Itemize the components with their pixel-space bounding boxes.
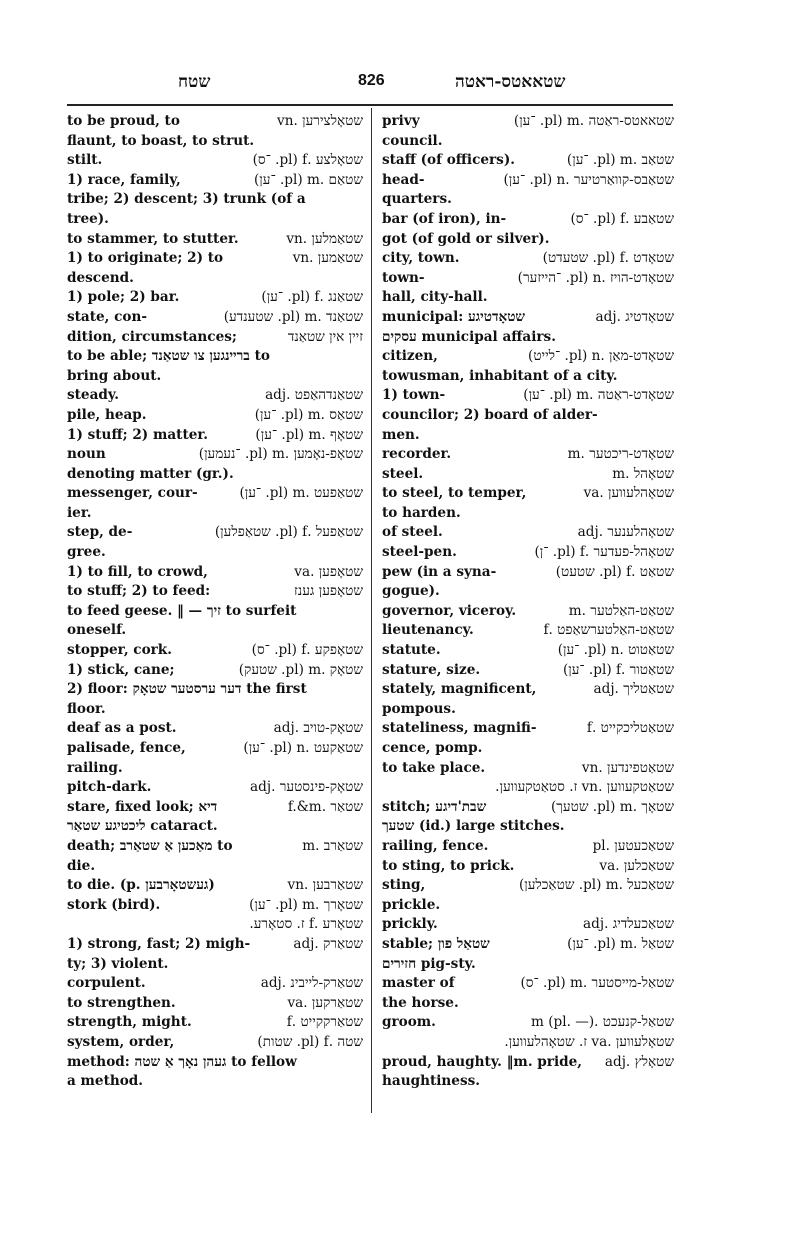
yiddish-headword: שטאַקעט .n (pl. ־ען) [243, 740, 363, 756]
english-text: 1) stuff; 2) matter. [67, 426, 209, 443]
entry-line [382, 719, 674, 739]
english-text: עסקים municipal affairs. [382, 328, 556, 345]
yiddish-headword: שטאַל-מייסטער .m (pl. ־ס) [520, 975, 674, 992]
english-text: steady. [67, 387, 119, 404]
entry-line [382, 230, 674, 250]
entry-line [382, 896, 674, 916]
english-text: prickly. [382, 916, 438, 933]
english-text: stilt. [67, 152, 103, 169]
entry-line [67, 484, 363, 504]
english-text: sting, [382, 877, 426, 894]
yiddish-headword: שטאָלץ .adj [604, 1053, 674, 1070]
entry-line [382, 974, 674, 994]
english-text: lieutenancy. [382, 622, 474, 639]
entry-line [382, 739, 674, 759]
running-head-left: שטח [178, 72, 211, 92]
entry-line [382, 484, 674, 504]
english-text: the horse. [382, 994, 459, 1011]
yiddish-headword: שטאָהלעווען .va [583, 485, 674, 502]
yiddish-headword: שטאָלצירען .vn [277, 113, 363, 129]
entry-line [382, 288, 674, 308]
english-text: deaf as a post. [67, 720, 177, 737]
entry-line [67, 426, 363, 446]
yiddish-headword: שטאַס .m (pl. ־ען) [254, 406, 363, 423]
entry-line [382, 837, 674, 857]
yiddish-headword: שטאַל-קנעכט .m (pl. —) [531, 1014, 674, 1031]
entry-line [382, 1033, 674, 1053]
english-text: city, town. [382, 250, 460, 267]
entry-line [382, 308, 674, 328]
english-text: municipal: שטאָדטיגע [382, 308, 526, 325]
entry-line [67, 896, 363, 916]
entry-line [67, 1053, 363, 1073]
entry-line [67, 288, 363, 308]
english-text: ier. [67, 504, 92, 521]
yiddish-headword: שטאַכעלדיג .adj [583, 916, 674, 933]
yiddish-headword: שטאַנג .f (pl. ־ען) [261, 289, 363, 306]
entry-line [382, 641, 674, 661]
entry-line [67, 269, 363, 289]
yiddish-headword: שטאַטור .f (pl. ־ען) [562, 661, 674, 678]
entry-line [382, 249, 674, 269]
entry-line [67, 386, 363, 406]
english-text: to harden. [382, 504, 461, 521]
english-text: stature, size. [382, 661, 481, 678]
entry-line [67, 347, 363, 367]
entry-line [67, 915, 363, 935]
yiddish-headword: שטאַט-האַלטער .m [568, 602, 674, 619]
english-text: to stammer, to stutter. [67, 230, 239, 247]
yiddish-headword: שטאָק .m (pl. שטעק) [238, 661, 363, 678]
english-text: town- [382, 269, 425, 286]
entry-line [67, 621, 363, 641]
yiddish-headword: שטאַר .f.&m [287, 798, 363, 815]
yiddish-headword: שטאַמלען .vn [286, 230, 363, 247]
column-divider [371, 108, 372, 1113]
yiddish-headword: שטאָפקע .f (pl. ־ס) [251, 642, 363, 659]
entry-line [67, 151, 363, 171]
english-text: tree). [67, 210, 109, 227]
english-text: privy [382, 113, 420, 129]
yiddish-headword: שטאַנד .m (pl. שטענדע) [223, 308, 363, 325]
entry-line [382, 759, 674, 779]
english-text: 1) to originate; 2) to [67, 250, 224, 267]
english-text: railing. [67, 759, 123, 776]
yiddish-headword: שטאַנדהאַפט .adj [265, 387, 363, 404]
yiddish-headword: שטאַרבען .vn [287, 877, 363, 894]
entry-line [67, 798, 363, 818]
english-text: to be proud, to [67, 113, 180, 129]
entry-line [67, 563, 363, 583]
entry-line [67, 190, 363, 210]
english-text: pile, heap. [67, 406, 147, 423]
entry-line [382, 112, 674, 132]
english-text: stateliness, magnifi- [382, 720, 537, 737]
english-text: 1) to fill, to crowd, [67, 563, 208, 580]
english-text: statute. [382, 642, 441, 659]
yiddish-headword: שטאַרק .adj [293, 935, 363, 952]
english-text: bring about. [67, 367, 162, 384]
entry-line [382, 994, 674, 1014]
running-head-right: שטאאטס-ראטה [455, 72, 566, 92]
entry-line [382, 700, 674, 720]
entry-line [67, 367, 363, 387]
entry-line [67, 994, 363, 1014]
english-text: death; מאַכען אַ שטאַרב to [67, 837, 233, 854]
entry-line [67, 308, 363, 328]
english-text: messenger, cour- [67, 485, 198, 502]
yiddish-headword: שטאָלצע .f (pl. ־ס) [252, 152, 363, 169]
english-text: citizen, [382, 348, 438, 365]
yiddish-headword: שטאָרך .m (pl. ־ען) [249, 896, 363, 913]
entry-line [382, 1072, 674, 1092]
yiddish-headword: שטאַטקעווען .vn ז. סטאַטקעווען. [495, 779, 674, 796]
english-text: ty; 3) violent. [67, 955, 169, 972]
entry-line [382, 367, 674, 387]
english-text: tribe; 2) descent; 3) trunk (of a [67, 191, 306, 208]
english-text: governor, viceroy. [382, 602, 517, 619]
entry-line [382, 817, 674, 837]
english-text: state, con- [67, 308, 148, 325]
english-text: pitch-dark. [67, 779, 152, 796]
yiddish-headword: שטאַטליך .adj [593, 681, 674, 698]
english-text: stork (bird). [67, 896, 161, 913]
yiddish-headword: שטאָק-טויב .adj [273, 720, 363, 737]
entry-line [67, 543, 363, 563]
yiddish-headword: שטאַרק-לייבינ .adj [260, 975, 363, 992]
english-text: head- [382, 171, 425, 188]
entry-line [67, 739, 363, 759]
english-text: step, de- [67, 524, 133, 541]
english-text: of steel. [382, 524, 443, 541]
entry-line [67, 132, 363, 152]
header-rule [67, 104, 673, 106]
entry-line [382, 504, 674, 524]
entry-line [67, 876, 363, 896]
english-text: to take place. [382, 759, 486, 776]
yiddish-headword: שטאַט-האַלטערשאַפט .f [543, 622, 674, 639]
yiddish-headword: שטאָדט .f (pl. שטעדט) [542, 250, 674, 267]
entry-line [382, 1053, 674, 1073]
yiddish-headword: שטאָדטיג .adj [595, 308, 674, 325]
entry-line [67, 1013, 363, 1033]
yiddish-headword: שטאָפען גענז [294, 583, 363, 600]
yiddish-headword: שטאָהל .m [612, 465, 674, 482]
yiddish-headword: שטאַרקען .va [287, 994, 363, 1011]
english-text: staff (of officers). [382, 152, 516, 169]
english-text: descend. [67, 269, 134, 286]
entry-line [67, 328, 363, 348]
entry-line [382, 406, 674, 426]
entry-line [382, 445, 674, 465]
english-text: gogue). [382, 583, 440, 600]
entry-line [67, 661, 363, 681]
entry-line [67, 759, 363, 779]
english-text: proud, haughty. ‖m. pride, [382, 1053, 582, 1070]
english-text: to be able; בריינגען צו שטאַנד to [67, 348, 270, 365]
english-text: 1) strong, fast; 2) migh- [67, 935, 251, 952]
entry-line [382, 778, 674, 798]
yiddish-headword: שטאָדט-ריכטער .m [567, 446, 674, 463]
right-column [382, 112, 674, 1092]
entry-line [67, 641, 363, 661]
english-text: שטעך (id.) large stitches. [382, 818, 565, 835]
yiddish-headword: שטאַמען .vn [292, 250, 363, 267]
english-text: council. [382, 132, 443, 149]
entry-line [382, 857, 674, 877]
english-text: חזירים pig-sty. [382, 955, 476, 972]
yiddish-headword: שטאָק-פינסטער .adj [250, 779, 363, 796]
entry-line [382, 915, 674, 935]
yiddish-headword: שטאָפ-נאָמען .m (pl. ־נעמען) [198, 446, 363, 463]
yiddish-headword: שטאַטליכקייט .f [586, 720, 674, 737]
entry-line [67, 582, 363, 602]
english-text: a method. [67, 1073, 144, 1090]
english-text: to die. (p. געשטאָרבען) [67, 877, 215, 894]
entry-line [382, 347, 674, 367]
entry-line [382, 426, 674, 446]
entry-line [67, 680, 363, 700]
entry-line [382, 151, 674, 171]
entry-line [382, 543, 674, 563]
english-text: cence, pomp. [382, 740, 483, 756]
english-text: stately, magnificent, [382, 681, 537, 698]
entry-line [67, 1072, 363, 1092]
english-text: pew (in a syna- [382, 563, 497, 580]
english-text: to steel, to temper, [382, 485, 527, 502]
yiddish-headword: שטה .f (pl. שטות) [257, 1033, 363, 1050]
english-text: stopper, cork. [67, 642, 172, 659]
yiddish-headword: שטאָרע .f ז. סטאָרע. [249, 916, 363, 933]
english-text: councilor; 2) board of alder- [382, 406, 598, 423]
yiddish-headword: שטאָדט-מאַן .n (pl. ־לייט) [528, 348, 674, 365]
yiddish-headword: שטאַטוט .n (pl. ־ען) [557, 642, 674, 659]
english-text: denoting matter (gr.). [67, 465, 234, 482]
entry-line [382, 190, 674, 210]
english-text: recorder. [382, 446, 452, 463]
english-text: flaunt, to boast, to strut. [67, 132, 255, 149]
entry-line [382, 386, 674, 406]
english-text: stable; שטאַל פון [382, 935, 490, 952]
entry-line [67, 602, 363, 622]
english-text: steel-pen. [382, 544, 457, 561]
entry-line [67, 700, 363, 720]
english-text: dition, circumstances; [67, 328, 237, 345]
yiddish-headword: שטאַם .m (pl. ־ען) [253, 171, 363, 188]
entry-line [67, 112, 363, 132]
english-text: stare, fixed look; דיא [67, 798, 218, 815]
entry-line [382, 1013, 674, 1033]
english-text: hall, city-hall. [382, 289, 488, 306]
entry-line [382, 621, 674, 641]
yiddish-headword: שטאַל .m (pl. ־ען) [567, 935, 674, 952]
yiddish-headword: שטאָדט-ראַטה .m (pl. ־ען) [523, 387, 674, 404]
entry-line [382, 171, 674, 191]
entry-line [67, 230, 363, 250]
entry-line [67, 523, 363, 543]
english-text: 2) floor: דער ערסטער שטאָק the first [67, 681, 307, 698]
entry-line [382, 955, 674, 975]
english-text: oneself. [67, 622, 127, 639]
english-text: 1) stick, cane; [67, 661, 175, 678]
entry-line [382, 465, 674, 485]
page-number: 826 [358, 72, 385, 89]
entry-line [67, 837, 363, 857]
yiddish-headword: זיין אין שטאַנד [287, 328, 363, 345]
entry-line [382, 602, 674, 622]
english-text: to strengthen. [67, 994, 176, 1011]
english-text: 1) race, family, [67, 171, 181, 188]
entry-line [382, 563, 674, 583]
entry-line [382, 935, 674, 955]
yiddish-headword: שטאַפעט .m (pl. ־ען) [239, 485, 363, 502]
entry-line [67, 955, 363, 975]
yiddish-headword: שטאָפען .va [294, 563, 363, 580]
yiddish-headword: שטאַרב .m [302, 837, 363, 854]
yiddish-headword: שטאַבע .f (pl. ־ס) [570, 210, 674, 227]
english-text: ליכטיגע שטאַר cataract. [67, 818, 218, 835]
entry-line [382, 876, 674, 896]
entry-line [67, 778, 363, 798]
entry-line [382, 132, 674, 152]
entry-line [382, 582, 674, 602]
entry-line [382, 210, 674, 230]
english-text: bar (of iron), in- [382, 210, 507, 227]
english-text: haughtiness. [382, 1073, 480, 1090]
yiddish-headword: שטאַפעל .f (pl. שטאַפלען) [214, 524, 363, 541]
yiddish-headword: שטאַכלען .va [599, 857, 674, 874]
yiddish-headword: שטאָהל-פעדער .f (pl. ־ן) [534, 544, 674, 561]
yiddish-headword: שטאַט .f (pl. שטעט) [555, 563, 674, 580]
yiddish-headword: שטאָהלענער .adj [577, 524, 674, 541]
english-text: method: געהן נאָך אַ שטה to fellow [67, 1053, 297, 1070]
english-text: noun [67, 446, 106, 463]
english-text: gree. [67, 544, 106, 561]
entry-line [67, 817, 363, 837]
left-column [67, 112, 363, 1092]
english-text: strength, might. [67, 1014, 192, 1031]
yiddish-headword: שטאַכעל .m (pl. שטאַכלען) [518, 877, 674, 894]
english-text: 1) town- [382, 387, 446, 404]
yiddish-headword: שטאַרקקייט .f [286, 1014, 363, 1031]
english-text: corpulent. [67, 975, 146, 992]
yiddish-headword: שטאָך .m (pl. שטעך) [550, 798, 674, 815]
english-text: quarters. [382, 191, 452, 208]
yiddish-headword: שטאַטפינדען .vn [581, 759, 674, 776]
english-text: prickle. [382, 896, 441, 913]
english-text: system, order, [67, 1033, 175, 1050]
english-text: to feed geese. ‖ — זיך to surfeit [67, 602, 297, 619]
entry-line [67, 445, 363, 465]
english-text: floor. [67, 700, 106, 717]
yiddish-headword: שטאָדט-הויז .n (pl. ־הייזער) [517, 269, 674, 286]
english-text: to sting, to prick. [382, 857, 515, 874]
yiddish-headword: שטאַב .m (pl. ־ען) [566, 152, 674, 169]
entry-line [67, 210, 363, 230]
english-text: got (of gold or silver). [382, 230, 550, 247]
english-text: groom. [382, 1014, 436, 1031]
entry-line [67, 465, 363, 485]
yiddish-headword: שטאָלעווען .va ז. שטאָהלעווען. [504, 1033, 674, 1050]
english-text: stitch; שבת'דיגע [382, 798, 487, 815]
entry-line [67, 249, 363, 269]
entry-line [67, 719, 363, 739]
entry-line [67, 857, 363, 877]
yiddish-headword: שטאַכעטען .pl [592, 837, 674, 854]
entry-line [67, 504, 363, 524]
english-text: railing, fence. [382, 837, 489, 854]
english-text: pompous. [382, 700, 456, 717]
entry-line [382, 328, 674, 348]
yiddish-headword: שטאַבס-קוואַרטיער .n (pl. ־ען) [503, 171, 674, 188]
english-text: steel. [382, 465, 424, 482]
entry-line [382, 798, 674, 818]
entry-line [382, 661, 674, 681]
english-text: die. [67, 857, 96, 874]
english-text: towusman, inhabitant of a city. [382, 367, 618, 384]
yiddish-headword: שטאָף .m (pl. ־ען) [255, 426, 363, 443]
entry-line [382, 680, 674, 700]
entry-line [67, 935, 363, 955]
english-text: master of [382, 975, 455, 992]
english-text: to stuff; 2) to feed: [67, 583, 211, 600]
entry-line [67, 171, 363, 191]
english-text: 1) pole; 2) bar. [67, 289, 180, 306]
entry-line [67, 974, 363, 994]
entry-line [67, 406, 363, 426]
english-text: palisade, fence, [67, 740, 186, 756]
entry-line [382, 269, 674, 289]
entry-line [382, 523, 674, 543]
yiddish-headword: שטאאטס-ראַטה .m (pl. ־ען) [513, 113, 674, 129]
english-text: men. [382, 426, 420, 443]
entry-line [67, 1033, 363, 1053]
